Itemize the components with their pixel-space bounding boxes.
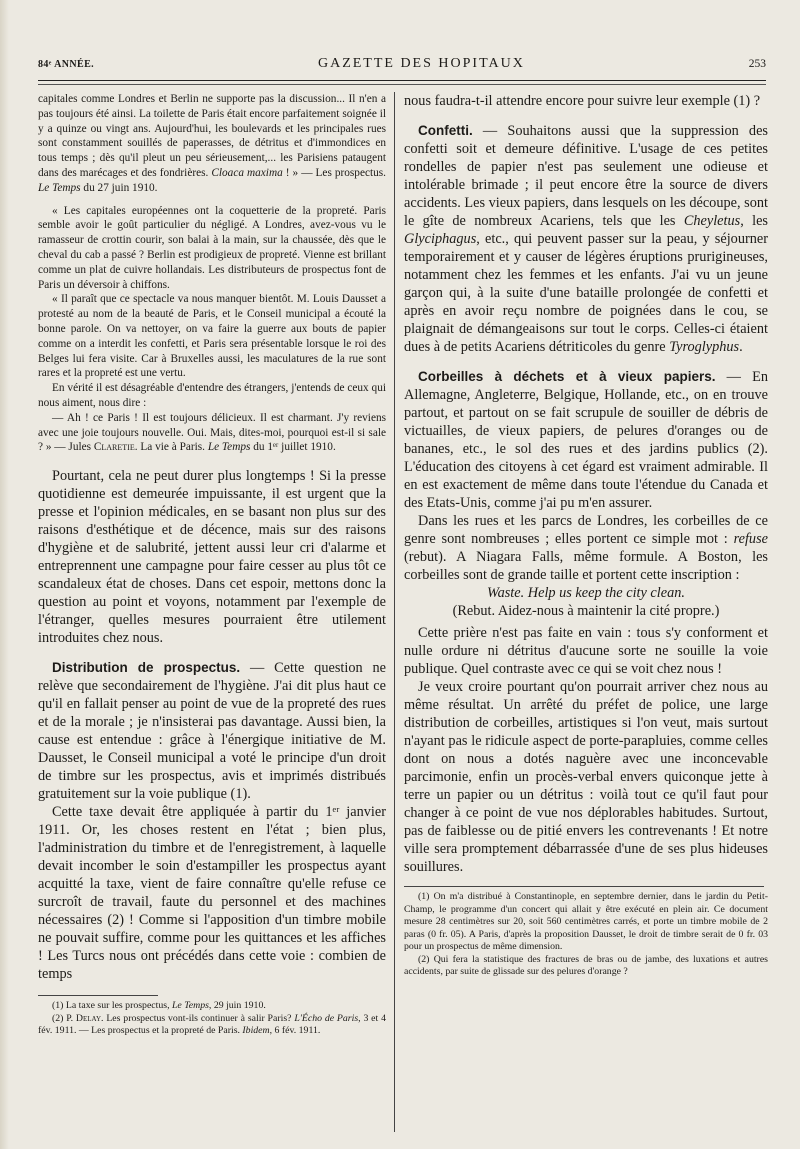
quote-paragraph: — Ah ! ce Paris ! Il est toujours délicieux. Il est charmant. J'y reviens avec une joie toujours nouvelle. Oui. Mais, dites-moi, pourquoi est-il si sale ? » — Jules Claretie. La vie à Paris. Le Temps du 1ᵉʳ juillet 1910.: [38, 411, 386, 454]
footnote-rule: [404, 886, 764, 887]
body-paragraph: Cette prière n'est pas faite en vain : tous s'y conforment et nulle ordure ni détritus d'aucune sorte ne souille la voie publique. Quel contraste avec ce qui se voit chez nous !: [404, 625, 768, 677]
body-paragraph: Pourtant, cela ne peut durer plus longtemps ! Si la presse quotidienne est demeurée impuissante, il est urgent que la presse et l'opinion médicales, en se basant non plus sur des raisons d'esthétique et de décence, mais sur des raisons d'hygiène et de salubrité, jettent aussi leur cri d'alarme et entreprennent une campagne pour faire cesser au plus tôt ce scandaleux état de choses. Dans cet espoir, mettons donc la question au point et voyons, notamment par l'exemple de l'étranger, quelles mesures pourraient être utilement introduites chez nous.: [38, 468, 386, 647]
footnote: (2) P. Delay. Les prospectus vont-ils continuer à salir Paris? L'Écho de Paris, 3 et 4 fév. 1911. — Les prospectus et la propreté de Paris. Ibidem, 6 fév. 1911.: [38, 1012, 386, 1037]
section-confetti: Confetti. — Souhaitons aussi que la suppression des confetti soit et demeure définitive. L'usage de ces petites rondelles de papier n'est pas seulement une odieuse et intolérable brimade ; il peut encore être la source de divers accidents. Les vieux papiers, dans lesquels on les découpe, sont le gîte de nombreux Acariens, tels que les Cheyletus, les Glyciphagus, etc., qui peuvent passer sur la peau, y séjourner temporairement et y causer de légères éruptions prurigineuses, notamment chez les femmes et les enfants. J'ai vu un jeune garçon qui, à la suite d'une bataille prolongée de confetti et après en avoir reçu nombre de poignées dans le cou, se plaignait de démangeaisons sur tout le corps. Celles-ci étaient dues à de petits Acariens détriticoles du genre Tyroglyphus.: [404, 123, 768, 355]
quote-paragraph: En vérité il est désagréable d'entendre des étrangers, j'entends de ceux qui nous aiment, nous dire :: [38, 382, 386, 409]
quote-paragraph: « Les capitales européennes ont la coquetterie de la propreté. Paris semble avoir le goût particulier du négligé. A Londres, avez-vous vu le ramasseur de crottin courir, son balai à la main, sur la chaussée, dès que le cheval du cab a passé ? Berlin est prodigieux de propreté. Vienne est brillant comme un plat de cuivre hollandais. Les distributeurs de prospectus font de Paris un déversoir à chiffons.: [38, 204, 386, 291]
column-divider: [394, 92, 395, 1132]
inscription: Waste. Help us keep the city clean.: [487, 585, 685, 601]
section-distribution: Distribution de prospectus. — Cette question ne relève que secondairement de l'hygiène. J'ai dit plus haut ce qu'il en fallait penser au point de vue de la propreté des rues et de la morale ; je n'insisterai pas davantage. Aussi bien, la cause est entendue : grâce à l'énergique initiative de M. Dausset, le Conseil municipal a voté le principe d'un droit de timbre sur les prospectus, avis et imprimés distribués gratuitement sur la voie publique (1).: [38, 660, 386, 803]
section-heading: Distribution de prospectus.: [52, 660, 241, 676]
header-rule-thick: [38, 80, 766, 81]
quote-paragraph: « Il paraît que ce spectacle va nous manquer bientôt. M. Louis Dausset a protesté au nom de la beauté de Paris, et le Conseil municipal a écouté la bonne parole. On va nettoyer, on va faire la guerre aux bouts de papier comme on a interdit les confetti, et Paris sera présentable lorsque le roi des Belges lui fera visite. Car à Bruxelles aussi, les maculatures de la rue sont rares et la propreté est une vertu.: [38, 293, 386, 380]
body-paragraph: Cette taxe devait être appliquée à partir du 1ᵉʳ janvier 1911. Or, les choses restent en l'état ; bien plus, l'administration du timbre et de l'enregistrement, à laquelle devait incomber le soin d'estampiller les prospectus ayant acquitté la taxe, vient de faire connaître qu'elle refuse ce surcroît de travail, faute du personnel et des machines nécessaires (2) ! Comme si l'apposition d'un timbre mobile ne pouvait suffire, comme pour les quittances et les affiches ! Les Turcs nous ont précédés dans cette voie : combien de temps: [38, 804, 386, 983]
journal-title: GAZETTE DES HOPITAUX: [317, 56, 525, 71]
section-corbeilles: Corbeilles à déchets et à vieux papiers. — En Allemagne, Angleterre, Belgique, Hollande, etc., on en trouve partout, et partout on se fait scrupule de souiller de débris de victuailles, de vieux papiers, de pelures d'oranges ou de bananes, etc., le sol des rues et des jardins publics (2). L'éducation des citoyens à cet égard est vraiment admirable. Il en est exactement de même dans toute l'étendue du Canada et des Etats-Unis, comme j'ai pu m'en assurer.: [404, 369, 768, 511]
running-header: [38, 56, 766, 78]
page-number: 253: [748, 58, 766, 70]
body-paragraph: Dans les rues et les parcs de Londres, les corbeilles de ce genre sont nombreuses ; elles portent ce simple mot : refuse (rebut). A Niagara Falls, même formule. A Boston, les corbeilles sont de grande taille et portent cette inscription :: [404, 513, 768, 583]
header-rule-thin: [38, 84, 766, 85]
inscription-translation: (Rebut. Aidez-nous à maintenir la cité propre.): [452, 603, 720, 619]
footnote: (1) On m'a distribué à Constantinople, en septembre dernier, dans le jardin du Petit-Champ, le programme d'un concert qui allait y être exécuté en plein air. Ce document mesure 28 centimètres sur 20, soit 560 centimètres carrés, et porte un timbre mobile de 2 paras (0 fr. 05). A Paris, d'après la proposition Dausset, le droit de timbre serait de 0 fr. 03 pour un prospectus de même dimension.: [404, 891, 768, 952]
right-column: [404, 92, 768, 979]
quote-paragraph: capitales comme Londres et Berlin ne supporte pas la discussion... Il n'en a pas toujours été ainsi. La toilette de Paris était encore parfaitement soignée il y a quinze ou vingt ans. Aujourd'hui, les boulevards et les principales rues sont constamment souillés de paperasses, de détritus et d'immondices en tous temps ; dès qu'il pleut un peu sérieusement,... les Parisiens pataugent dans des marécages et des fondrières. Cloaca maxima ! » — Les prospectus. Le Temps du 27 juin 1910.: [38, 93, 386, 194]
left-column: [38, 92, 386, 1038]
footnote: (2) Qui fera la statistique des fractures de bras ou de jambe, des luxations et autres accidents, par suite de glissade sur des pelures d'orange ?: [404, 953, 768, 977]
footnote: (1) La taxe sur les prospectus, Le Temps, 29 juin 1910.: [52, 1000, 266, 1012]
volume-year: 84ᵉ ANNÉE.: [38, 59, 95, 70]
page-binding-edge: [0, 0, 9, 1149]
section-heading: Confetti.: [418, 123, 473, 138]
body-paragraph: nous faudra-t-il attendre encore pour suivre leur exemple (1) ?: [404, 93, 761, 109]
section-heading: Corbeilles à déchets et à vieux papiers.: [418, 369, 716, 384]
footnote-rule: [38, 995, 158, 996]
body-paragraph: Je veux croire pourtant qu'on pourrait arriver chez nous au même résultat. Un arrêté du préfet de police, une large distribution de corbeilles, artistiques si l'on veut, mais surtout n'ayant pas le ridicule aspect de porte-parapluies, comme celles dont on nous a dotés naguère avec une inconcevable parcimonie, enfin un procès-verbal envers quiconque jette à terre un papier ou un détritus : voilà tout ce qu'il faut pour changer à ce point de vue nos déplorables habitudes. Surtout, pas de faiblesse ou de pitié envers les contrevenants ! Et notre ville sera promptement débarrassée d'une de ses plus hideuses souillures.: [404, 679, 768, 875]
